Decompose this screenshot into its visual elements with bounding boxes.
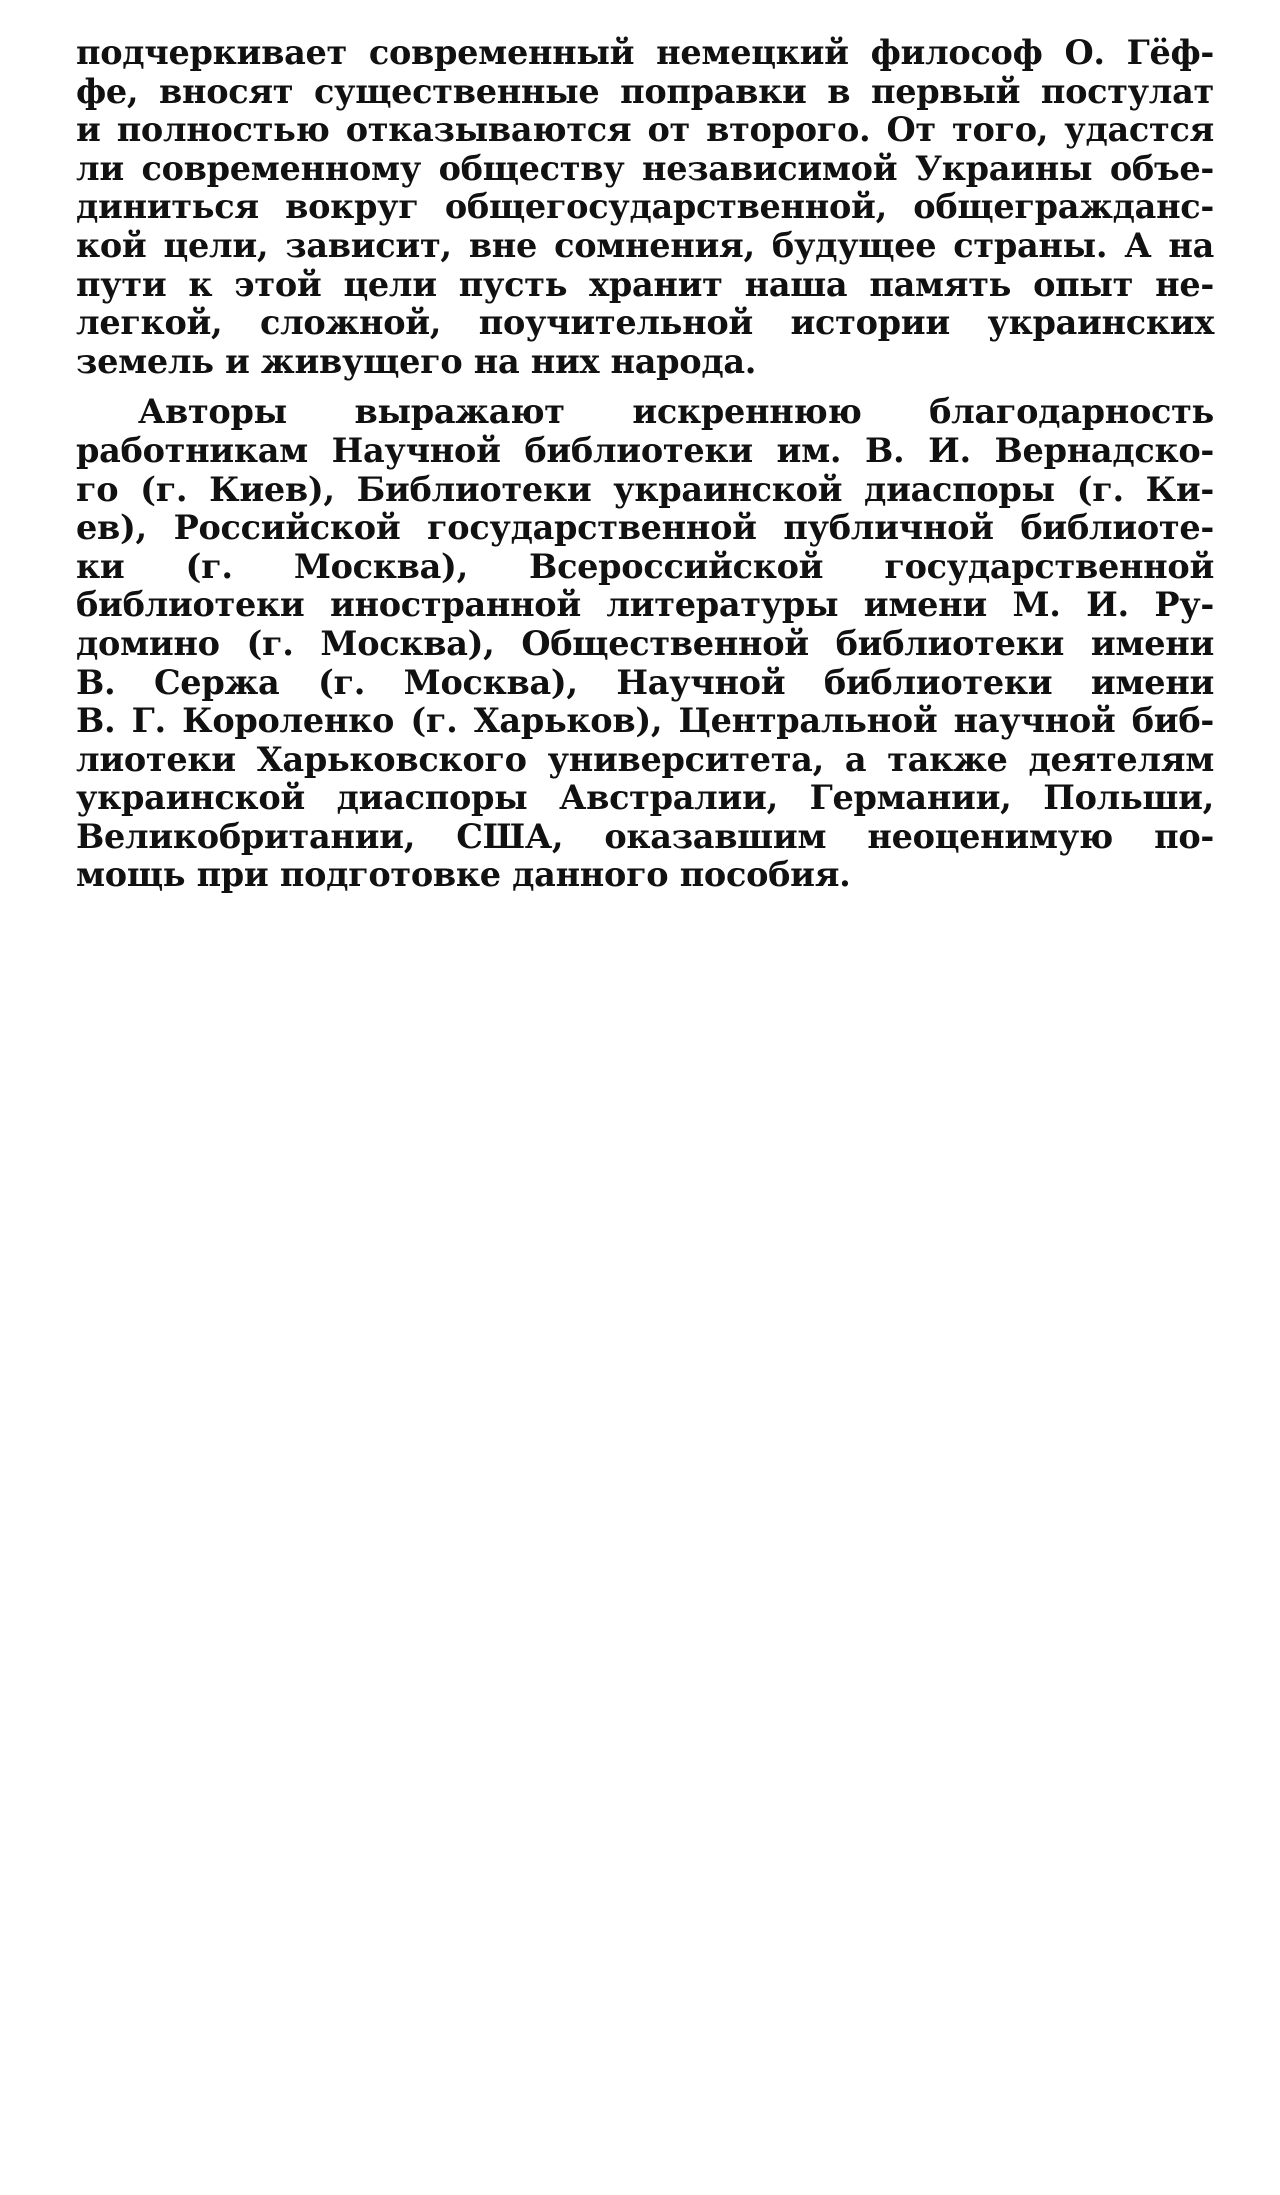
text-line: Авторы выражают искреннюю благодарность bbox=[138, 392, 1214, 432]
text-line: библиотеки иностранной литературы имени М. И. Ру- bbox=[76, 585, 1214, 625]
text-line: и полностью отказываются от второго. От того, удастся bbox=[76, 110, 1214, 150]
text-line: В. Сержа (г. Москва), Научной библиотеки имени bbox=[76, 662, 1214, 702]
text-line: фе, вносят существенные поправки в первый постулат bbox=[76, 71, 1214, 111]
text-line: пути к этой цели пусть хранит наша память опыт не- bbox=[76, 264, 1214, 304]
body-text bbox=[76, 34, 1214, 895]
text-line: кой цели, зависит, вне сомнения, будущее страны. А на bbox=[76, 225, 1214, 265]
text-line: легкой, сложной, поучительной истории украинских bbox=[76, 303, 1214, 343]
paragraph-2 bbox=[76, 393, 1214, 895]
text-line: В. Г. Короленко (г. Харьков), Центральной научной биб- bbox=[76, 701, 1214, 741]
text-line: диниться вокруг общегосударственной, общегражданс- bbox=[76, 187, 1214, 227]
paragraph-1 bbox=[76, 34, 1214, 381]
text-line: работникам Научной библиотеки им. В. И. Вернадско- bbox=[76, 430, 1214, 470]
text-line: ев), Российской государственной публичной библиоте- bbox=[76, 508, 1214, 548]
text-line: ки (г. Москва), Всероссийской государственной bbox=[76, 546, 1214, 586]
text-line: го (г. Киев), Библиотеки украинской диаспоры (г. Ки- bbox=[76, 469, 1214, 509]
text-line: Великобритании, США, оказавшим неоценимую по- bbox=[76, 816, 1214, 856]
text-line: земель и живущего на них народа. bbox=[76, 341, 757, 381]
text-line: ли современному обществу независимой Украины объе- bbox=[76, 148, 1214, 188]
text-line: украинской диаспоры Австралии, Германии, Польши, bbox=[76, 778, 1214, 818]
text-line: подчеркивает современный немецкий философ О. Гёф- bbox=[76, 33, 1214, 72]
text-line: мощь при подготовке данного пособия. bbox=[76, 855, 851, 895]
text-line: лиотеки Харьковского университета, а также деятелям bbox=[76, 739, 1214, 779]
text-line: домино (г. Москва), Общественной библиотеки имени bbox=[76, 623, 1214, 663]
